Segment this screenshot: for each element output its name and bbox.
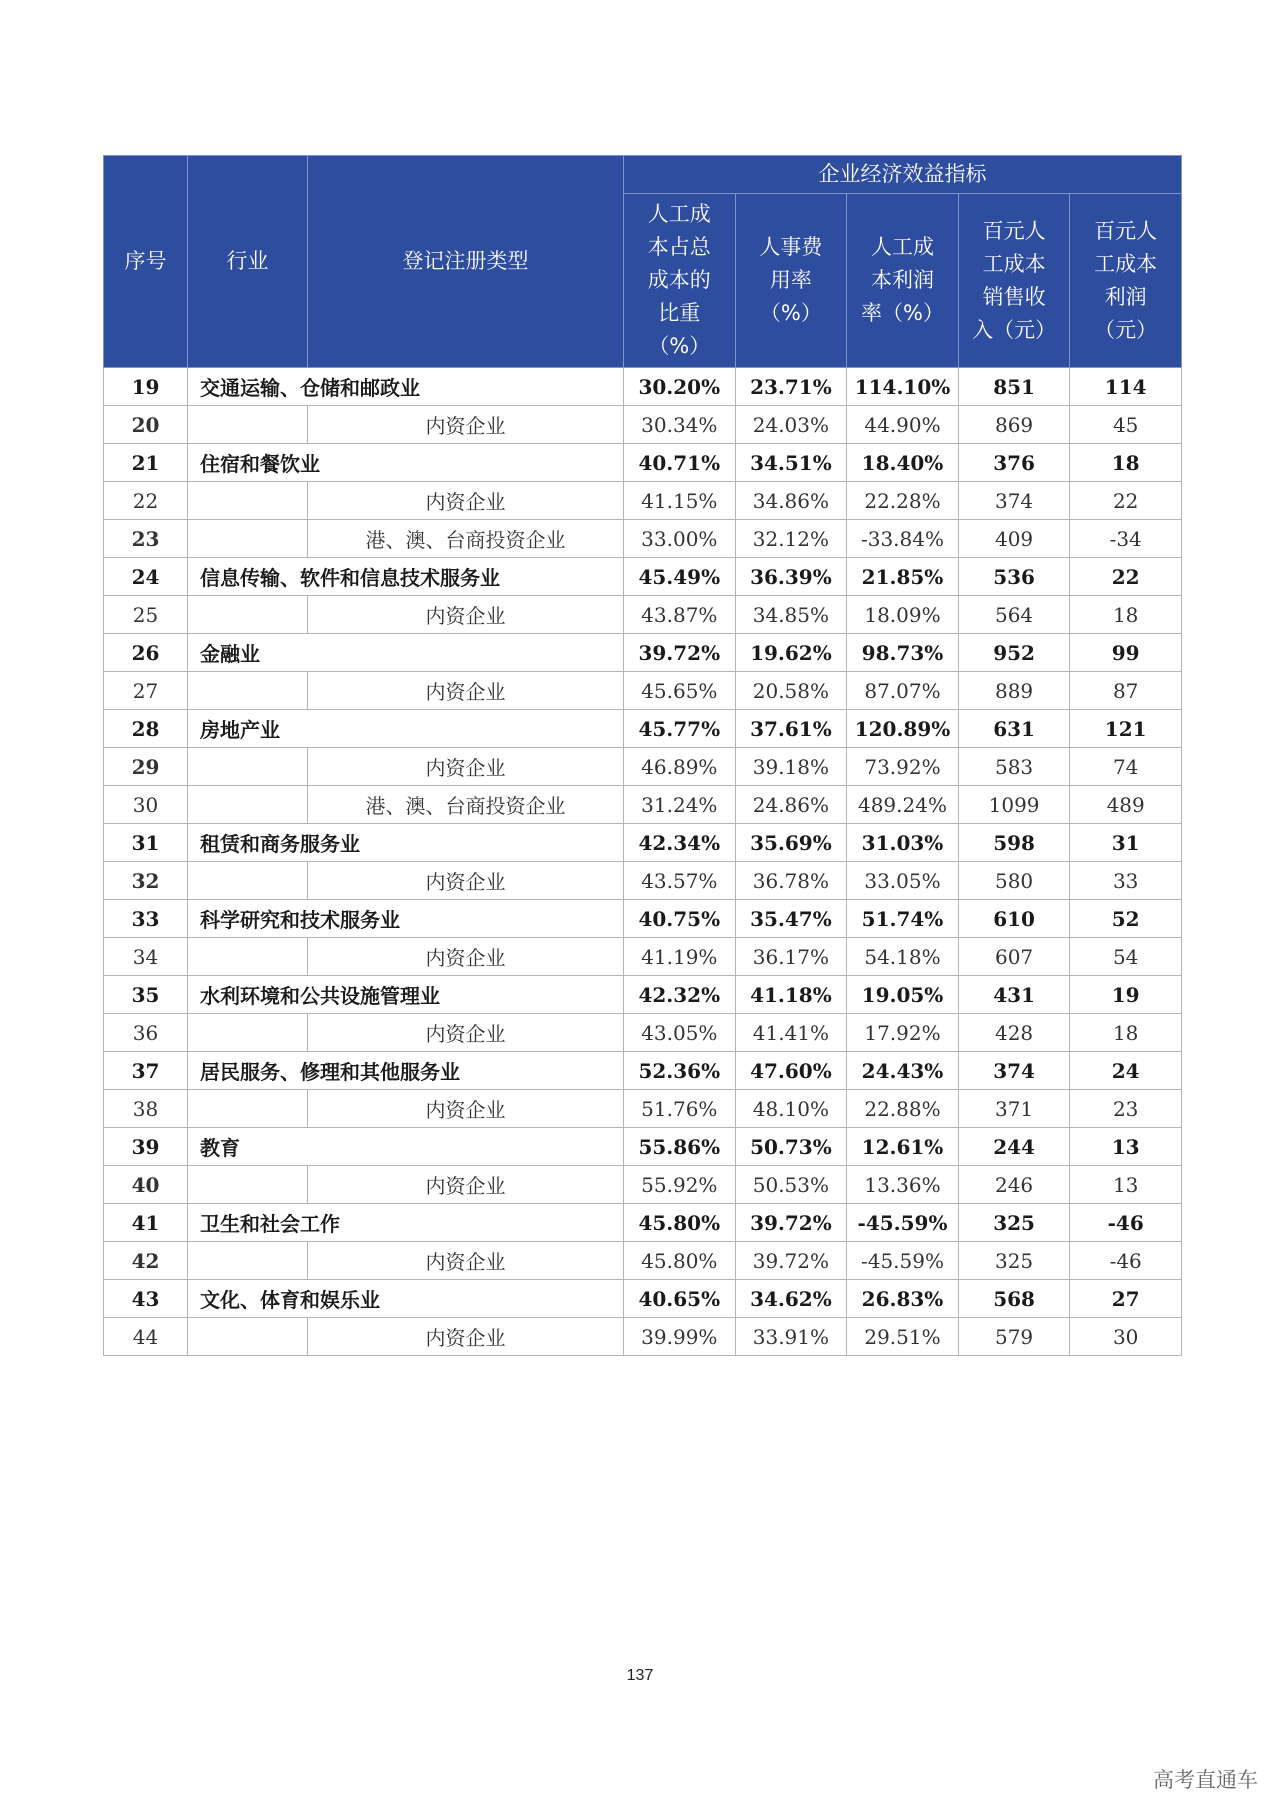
labor-cost-share-cell: 39.99% — [624, 1318, 736, 1356]
personnel-expense-rate-cell: 39.72% — [735, 1242, 847, 1280]
header-efficiency-group: 企业经济效益指标 — [624, 156, 1182, 194]
profit-per-100-cell: 30 — [1070, 1318, 1182, 1356]
page-number: 137 — [626, 1667, 654, 1684]
labor-cost-profit-rate-cell: -45.59% — [847, 1204, 959, 1242]
labor-cost-profit-rate-cell: 98.73% — [847, 634, 959, 672]
industry-name: 卫生和社会工作 — [188, 1204, 308, 1242]
profit-per-100-cell: 27 — [1070, 1280, 1182, 1318]
labor-cost-share-cell: 30.34% — [624, 406, 736, 444]
row-index: 30 — [104, 786, 188, 824]
row-index: 36 — [104, 1014, 188, 1052]
header-index: 序号 — [104, 156, 188, 368]
labor-cost-profit-rate-cell: 87.07% — [847, 672, 959, 710]
row-index: 26 — [104, 634, 188, 672]
labor-cost-share-cell: 41.19% — [624, 938, 736, 976]
personnel-expense-rate-cell: 50.73% — [735, 1128, 847, 1166]
labor-cost-profit-rate-cell: 26.83% — [847, 1280, 959, 1318]
labor-cost-profit-rate-cell: 29.51% — [847, 1318, 959, 1356]
table-row — [104, 1204, 1182, 1242]
industry-name — [188, 748, 308, 786]
personnel-expense-rate-cell: 24.03% — [735, 406, 847, 444]
profit-per-100-cell: 13 — [1070, 1166, 1182, 1204]
personnel-expense-rate-cell: 39.18% — [735, 748, 847, 786]
registration-type: 内资企业 — [308, 1166, 624, 1204]
profit-per-100-cell: 54 — [1070, 938, 1182, 976]
row-index: 42 — [104, 1242, 188, 1280]
profit-per-100-cell: 13 — [1070, 1128, 1182, 1166]
row-index: 19 — [104, 368, 188, 406]
row-index: 21 — [104, 444, 188, 482]
labor-cost-share-cell: 45.80% — [624, 1242, 736, 1280]
personnel-expense-rate-cell: 36.39% — [735, 558, 847, 596]
row-index: 33 — [104, 900, 188, 938]
labor-cost-share-cell: 45.80% — [624, 1204, 736, 1242]
registration-type: 内资企业 — [308, 1242, 624, 1280]
labor-cost-profit-rate-cell: 18.40% — [847, 444, 959, 482]
labor-cost-share-cell: 43.05% — [624, 1014, 736, 1052]
header-personnel-expense-rate: 人事费 用率 （%） — [735, 194, 847, 368]
industry-name: 住宿和餐饮业 — [188, 444, 308, 482]
registration-type: 港、澳、台商投资企业 — [308, 520, 624, 558]
profit-per-100-cell: 33 — [1070, 862, 1182, 900]
sales-per-100-cell: 325 — [958, 1204, 1070, 1242]
profit-per-100-cell: 121 — [1070, 710, 1182, 748]
row-index: 40 — [104, 1166, 188, 1204]
row-index: 28 — [104, 710, 188, 748]
header-sales-per-100-labor: 百元人 工成本 销售收 入（元） — [958, 194, 1070, 368]
profit-per-100-cell: 99 — [1070, 634, 1182, 672]
sales-per-100-cell: 431 — [958, 976, 1070, 1014]
labor-cost-profit-rate-cell: -45.59% — [847, 1242, 959, 1280]
registration-type — [308, 1204, 624, 1242]
profit-per-100-cell: 18 — [1070, 444, 1182, 482]
sales-per-100-cell: 244 — [958, 1128, 1070, 1166]
sales-per-100-cell: 564 — [958, 596, 1070, 634]
table-row — [104, 482, 1182, 520]
labor-cost-share-cell: 40.71% — [624, 444, 736, 482]
registration-type: 港、澳、台商投资企业 — [308, 786, 624, 824]
sales-per-100-cell: 851 — [958, 368, 1070, 406]
row-index: 22 — [104, 482, 188, 520]
sales-per-100-cell: 374 — [958, 1052, 1070, 1090]
row-index: 38 — [104, 1090, 188, 1128]
sales-per-100-cell: 376 — [958, 444, 1070, 482]
labor-cost-share-cell: 55.92% — [624, 1166, 736, 1204]
sales-per-100-cell: 869 — [958, 406, 1070, 444]
industry-name — [188, 1166, 308, 1204]
sales-per-100-cell: 371 — [958, 1090, 1070, 1128]
personnel-expense-rate-cell: 41.41% — [735, 1014, 847, 1052]
labor-cost-profit-rate-cell: 31.03% — [847, 824, 959, 862]
sales-per-100-cell: 580 — [958, 862, 1070, 900]
industry-name — [188, 1242, 308, 1280]
labor-cost-share-cell: 51.76% — [624, 1090, 736, 1128]
profit-per-100-cell: 24 — [1070, 1052, 1182, 1090]
personnel-expense-rate-cell: 35.69% — [735, 824, 847, 862]
labor-cost-profit-rate-cell: 13.36% — [847, 1166, 959, 1204]
registration-type: 内资企业 — [308, 1318, 624, 1356]
personnel-expense-rate-cell: 23.71% — [735, 368, 847, 406]
registration-type: 内资企业 — [308, 1090, 624, 1128]
profit-per-100-cell: 18 — [1070, 1014, 1182, 1052]
sales-per-100-cell: 889 — [958, 672, 1070, 710]
personnel-expense-rate-cell: 34.62% — [735, 1280, 847, 1318]
labor-cost-profit-rate-cell: 51.74% — [847, 900, 959, 938]
industry-name: 房地产业 — [188, 710, 308, 748]
personnel-expense-rate-cell: 50.53% — [735, 1166, 847, 1204]
industry-name — [188, 672, 308, 710]
labor-cost-share-cell: 45.65% — [624, 672, 736, 710]
profit-per-100-cell: 23 — [1070, 1090, 1182, 1128]
labor-cost-share-cell: 46.89% — [624, 748, 736, 786]
row-index: 24 — [104, 558, 188, 596]
row-index: 29 — [104, 748, 188, 786]
registration-type — [308, 1128, 624, 1166]
table-row — [104, 596, 1182, 634]
header-labor-cost-profit-rate: 人工成 本利润 率（%） — [847, 194, 959, 368]
table-row — [104, 862, 1182, 900]
registration-type: 内资企业 — [308, 748, 624, 786]
labor-cost-profit-rate-cell: 24.43% — [847, 1052, 959, 1090]
registration-type: 内资企业 — [308, 938, 624, 976]
data-table-container — [103, 155, 1181, 1356]
row-index: 27 — [104, 672, 188, 710]
industry-name: 租赁和商务服务业 — [188, 824, 308, 862]
sales-per-100-cell: 583 — [958, 748, 1070, 786]
personnel-expense-rate-cell: 34.85% — [735, 596, 847, 634]
registration-type: 内资企业 — [308, 672, 624, 710]
labor-cost-share-cell: 43.87% — [624, 596, 736, 634]
labor-cost-share-cell: 55.86% — [624, 1128, 736, 1166]
profit-per-100-cell: 114 — [1070, 368, 1182, 406]
row-index: 37 — [104, 1052, 188, 1090]
industry-name — [188, 406, 308, 444]
sales-per-100-cell: 568 — [958, 1280, 1070, 1318]
industry-name: 金融业 — [188, 634, 308, 672]
registration-type — [308, 634, 624, 672]
labor-cost-share-cell: 30.20% — [624, 368, 736, 406]
profit-per-100-cell: 489 — [1070, 786, 1182, 824]
row-index: 31 — [104, 824, 188, 862]
labor-cost-profit-rate-cell: 54.18% — [847, 938, 959, 976]
industry-name — [188, 938, 308, 976]
sales-per-100-cell: 428 — [958, 1014, 1070, 1052]
table-row — [104, 938, 1182, 976]
table-row — [104, 520, 1182, 558]
row-index: 39 — [104, 1128, 188, 1166]
industry-name — [188, 520, 308, 558]
personnel-expense-rate-cell: 37.61% — [735, 710, 847, 748]
table-row — [104, 672, 1182, 710]
table-row — [104, 1090, 1182, 1128]
personnel-expense-rate-cell: 48.10% — [735, 1090, 847, 1128]
registration-type: 内资企业 — [308, 862, 624, 900]
labor-cost-share-cell: 40.75% — [624, 900, 736, 938]
labor-cost-share-cell: 43.57% — [624, 862, 736, 900]
table-row — [104, 710, 1182, 748]
sales-per-100-cell: 374 — [958, 482, 1070, 520]
table-row — [104, 634, 1182, 672]
sales-per-100-cell: 246 — [958, 1166, 1070, 1204]
registration-type: 内资企业 — [308, 482, 624, 520]
table-row — [104, 444, 1182, 482]
profit-per-100-cell: 31 — [1070, 824, 1182, 862]
sales-per-100-cell: 1099 — [958, 786, 1070, 824]
personnel-expense-rate-cell: 33.91% — [735, 1318, 847, 1356]
row-index: 44 — [104, 1318, 188, 1356]
labor-cost-share-cell: 42.34% — [624, 824, 736, 862]
table-row — [104, 1014, 1182, 1052]
table-row — [104, 368, 1182, 406]
table-row — [104, 1280, 1182, 1318]
table-row — [104, 976, 1182, 1014]
row-index: 34 — [104, 938, 188, 976]
personnel-expense-rate-cell: 32.12% — [735, 520, 847, 558]
row-index: 32 — [104, 862, 188, 900]
registration-type: 内资企业 — [308, 1014, 624, 1052]
registration-type: 内资企业 — [308, 406, 624, 444]
personnel-expense-rate-cell: 35.47% — [735, 900, 847, 938]
labor-cost-share-cell: 33.00% — [624, 520, 736, 558]
table-row — [104, 406, 1182, 444]
personnel-expense-rate-cell: 24.86% — [735, 786, 847, 824]
labor-cost-profit-rate-cell: 33.05% — [847, 862, 959, 900]
personnel-expense-rate-cell: 19.62% — [735, 634, 847, 672]
profit-per-100-cell: -34 — [1070, 520, 1182, 558]
efficiency-table — [103, 155, 1182, 1356]
sales-per-100-cell: 536 — [958, 558, 1070, 596]
labor-cost-profit-rate-cell: -33.84% — [847, 520, 959, 558]
table-row — [104, 786, 1182, 824]
sales-per-100-cell: 598 — [958, 824, 1070, 862]
labor-cost-share-cell: 39.72% — [624, 634, 736, 672]
table-row — [104, 1128, 1182, 1166]
labor-cost-share-cell: 42.32% — [624, 976, 736, 1014]
profit-per-100-cell: 18 — [1070, 596, 1182, 634]
labor-cost-profit-rate-cell: 22.28% — [847, 482, 959, 520]
personnel-expense-rate-cell: 20.58% — [735, 672, 847, 710]
labor-cost-share-cell: 52.36% — [624, 1052, 736, 1090]
labor-cost-profit-rate-cell: 73.92% — [847, 748, 959, 786]
personnel-expense-rate-cell: 36.78% — [735, 862, 847, 900]
row-index: 43 — [104, 1280, 188, 1318]
sales-per-100-cell: 325 — [958, 1242, 1070, 1280]
table-body — [104, 368, 1182, 1356]
watermark-text: 高考直通车 — [1153, 1768, 1258, 1792]
labor-cost-profit-rate-cell: 44.90% — [847, 406, 959, 444]
row-index: 23 — [104, 520, 188, 558]
labor-cost-share-cell: 41.15% — [624, 482, 736, 520]
profit-per-100-cell: 19 — [1070, 976, 1182, 1014]
industry-name — [188, 596, 308, 634]
table-row — [104, 1052, 1182, 1090]
profit-per-100-cell: 22 — [1070, 558, 1182, 596]
industry-name — [188, 1318, 308, 1356]
sales-per-100-cell: 610 — [958, 900, 1070, 938]
row-index: 25 — [104, 596, 188, 634]
row-index: 20 — [104, 406, 188, 444]
labor-cost-profit-rate-cell: 18.09% — [847, 596, 959, 634]
header-labor-cost-share: 人工成 本占总 成本的 比重 （%） — [624, 194, 736, 368]
registration-type — [308, 444, 624, 482]
industry-name: 教育 — [188, 1128, 308, 1166]
registration-type — [308, 710, 624, 748]
profit-per-100-cell: 22 — [1070, 482, 1182, 520]
labor-cost-profit-rate-cell: 114.10% — [847, 368, 959, 406]
labor-cost-share-cell: 45.49% — [624, 558, 736, 596]
profit-per-100-cell: -46 — [1070, 1204, 1182, 1242]
industry-name — [188, 1014, 308, 1052]
industry-name: 交通运输、仓储和邮政业 — [188, 368, 308, 406]
sales-per-100-cell: 409 — [958, 520, 1070, 558]
personnel-expense-rate-cell: 36.17% — [735, 938, 847, 976]
personnel-expense-rate-cell: 41.18% — [735, 976, 847, 1014]
profit-per-100-cell: 87 — [1070, 672, 1182, 710]
labor-cost-profit-rate-cell: 19.05% — [847, 976, 959, 1014]
table-row — [104, 1166, 1182, 1204]
labor-cost-profit-rate-cell: 21.85% — [847, 558, 959, 596]
sales-per-100-cell: 952 — [958, 634, 1070, 672]
industry-name — [188, 482, 308, 520]
table-row — [104, 1242, 1182, 1280]
personnel-expense-rate-cell: 34.51% — [735, 444, 847, 482]
profit-per-100-cell: 74 — [1070, 748, 1182, 786]
sales-per-100-cell: 579 — [958, 1318, 1070, 1356]
labor-cost-profit-rate-cell: 120.89% — [847, 710, 959, 748]
labor-cost-share-cell: 40.65% — [624, 1280, 736, 1318]
profit-per-100-cell: 45 — [1070, 406, 1182, 444]
personnel-expense-rate-cell: 34.86% — [735, 482, 847, 520]
table-row — [104, 824, 1182, 862]
industry-name: 居民服务、修理和其他服务业 — [188, 1052, 308, 1090]
industry-name: 科学研究和技术服务业 — [188, 900, 308, 938]
row-index: 41 — [104, 1204, 188, 1242]
industry-name — [188, 786, 308, 824]
header-profit-per-100-labor: 百元人 工成本 利润 （元） — [1070, 194, 1182, 368]
industry-name: 文化、体育和娱乐业 — [188, 1280, 308, 1318]
labor-cost-share-cell: 31.24% — [624, 786, 736, 824]
table-row — [104, 748, 1182, 786]
table-row — [104, 558, 1182, 596]
labor-cost-share-cell: 45.77% — [624, 710, 736, 748]
row-index: 35 — [104, 976, 188, 1014]
industry-name: 水利环境和公共设施管理业 — [188, 976, 308, 1014]
header-industry: 行业 — [188, 156, 308, 368]
table-row — [104, 900, 1182, 938]
labor-cost-profit-rate-cell: 22.88% — [847, 1090, 959, 1128]
labor-cost-profit-rate-cell: 12.61% — [847, 1128, 959, 1166]
table-row — [104, 1318, 1182, 1356]
industry-name — [188, 862, 308, 900]
personnel-expense-rate-cell: 39.72% — [735, 1204, 847, 1242]
sales-per-100-cell: 631 — [958, 710, 1070, 748]
industry-name: 信息传输、软件和信息技术服务业 — [188, 558, 308, 596]
registration-type: 内资企业 — [308, 596, 624, 634]
header-registration-type: 登记注册类型 — [308, 156, 624, 368]
sales-per-100-cell: 607 — [958, 938, 1070, 976]
industry-name — [188, 1090, 308, 1128]
personnel-expense-rate-cell: 47.60% — [735, 1052, 847, 1090]
labor-cost-profit-rate-cell: 17.92% — [847, 1014, 959, 1052]
profit-per-100-cell: -46 — [1070, 1242, 1182, 1280]
profit-per-100-cell: 52 — [1070, 900, 1182, 938]
labor-cost-profit-rate-cell: 489.24% — [847, 786, 959, 824]
